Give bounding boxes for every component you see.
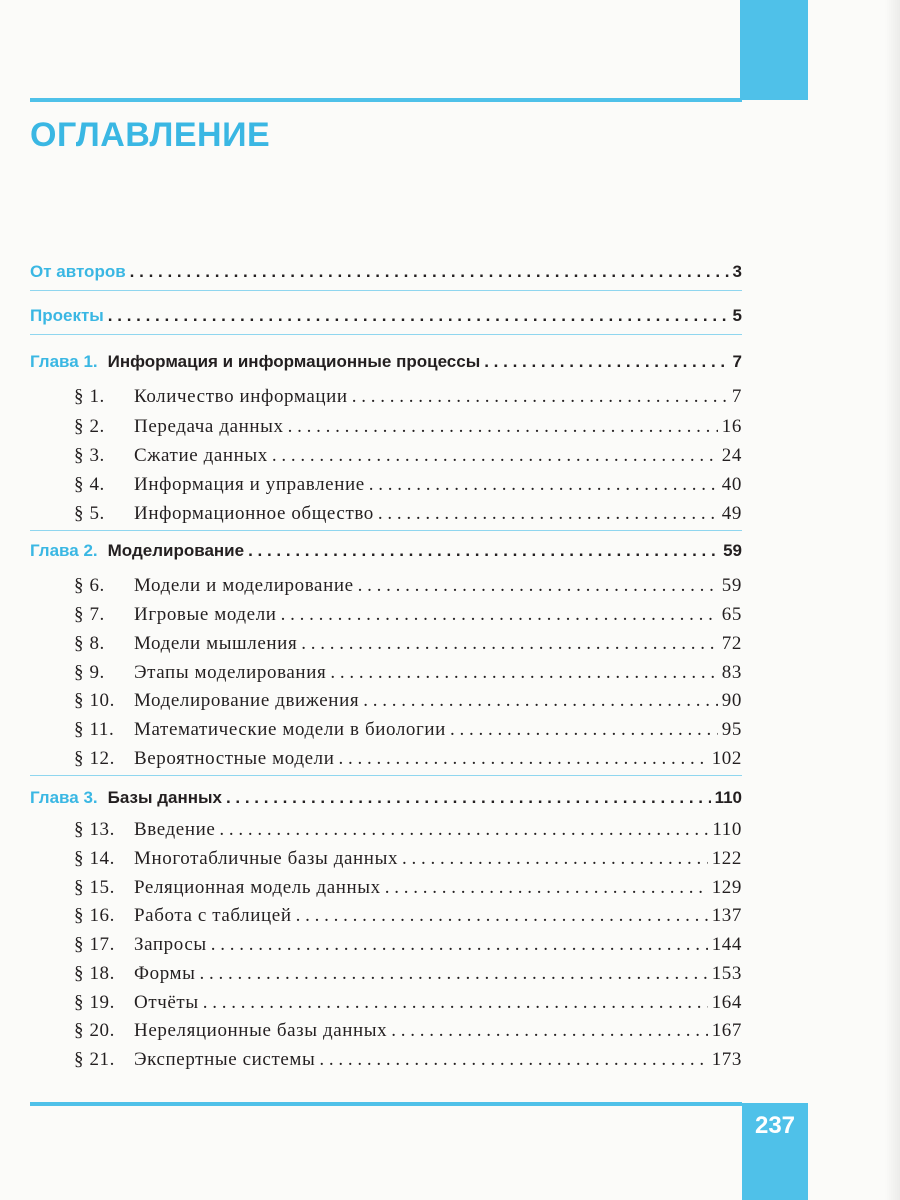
dot-leader: [272, 445, 718, 467]
section-page: 167: [711, 1020, 742, 1041]
page-title: ОГЛАВЛЕНИЕ: [30, 116, 271, 154]
dot-leader: [219, 819, 708, 841]
section-number: § 4.: [74, 474, 105, 495]
section-entry: [74, 877, 742, 905]
section-page: 144: [711, 934, 742, 955]
dot-leader: [281, 604, 718, 626]
section-number: § 15.: [74, 877, 115, 898]
dot-leader: [339, 748, 708, 770]
section-number: § 2.: [74, 416, 105, 437]
section-page: 110: [712, 819, 742, 840]
section-entry: [74, 575, 742, 603]
dot-leader: [402, 848, 708, 870]
section-title: Отчёты: [134, 992, 199, 1013]
toc-entry-authors: [30, 262, 742, 290]
section-entry: [74, 633, 742, 661]
section-entry: [74, 992, 742, 1020]
section-number: § 5.: [74, 503, 105, 524]
section-entry: [74, 474, 742, 502]
section-number: § 20.: [74, 1020, 115, 1041]
section-page: 173: [711, 1049, 742, 1070]
section-page: 137: [711, 905, 742, 926]
section-entry: [74, 662, 742, 690]
section-entry: [74, 1049, 742, 1077]
chapter-page: 110: [714, 788, 742, 807]
section-title: Сжатие данных: [134, 445, 268, 466]
chapter-page: 7: [732, 352, 742, 371]
dot-leader: [358, 575, 718, 597]
section-entry: [74, 690, 742, 718]
chapter-number: Глава 3.: [30, 788, 98, 807]
chapter-heading: [30, 541, 742, 569]
toc-entry-projects: [30, 306, 742, 334]
section-page: 16: [721, 416, 742, 437]
section-title: Работа с таблицей: [134, 905, 292, 926]
section-entry: [74, 386, 742, 414]
toc-entry-page: 3: [732, 262, 742, 281]
section-entry: [74, 848, 742, 876]
section-number: § 3.: [74, 445, 105, 466]
section-title: Запросы: [134, 934, 207, 955]
section-number: § 14.: [74, 848, 115, 869]
section-entry: [74, 1020, 742, 1048]
section-entry: [74, 445, 742, 473]
chapter-number: Глава 1.: [30, 352, 98, 371]
section-page: 72: [721, 633, 742, 654]
chapter-number: Глава 2.: [30, 541, 98, 560]
section-page: 49: [721, 503, 742, 524]
top-tab-marker: [740, 0, 808, 100]
dot-leader: [130, 262, 729, 282]
chapter-heading: [30, 788, 742, 816]
section-number: § 19.: [74, 992, 115, 1013]
section-number: § 10.: [74, 690, 115, 711]
dot-leader: [369, 474, 718, 496]
section-entry: [74, 934, 742, 962]
section-page: 90: [721, 690, 742, 711]
separator: [30, 290, 742, 291]
section-entry: [74, 604, 742, 632]
separator: [30, 334, 742, 335]
section-page: 40: [721, 474, 742, 495]
section-title: Передача данных: [134, 416, 284, 437]
dot-leader: [301, 633, 718, 655]
section-number: § 1.: [74, 386, 105, 407]
section-page: 164: [711, 992, 742, 1013]
separator: [30, 530, 742, 531]
chapter-heading: [30, 352, 742, 380]
section-number: § 6.: [74, 575, 105, 596]
page-number: 237: [754, 1112, 796, 1139]
section-title: Игровые модели: [134, 604, 277, 625]
separator: [30, 775, 742, 776]
section-title: Моделирование движения: [134, 690, 360, 711]
dot-leader: [363, 690, 718, 712]
section-title: Многотабличные базы данных: [134, 848, 399, 869]
section-number: § 16.: [74, 905, 115, 926]
section-page: 65: [721, 604, 742, 625]
section-page: 59: [721, 575, 742, 596]
dot-leader: [296, 905, 708, 927]
section-page: 83: [721, 662, 742, 683]
section-entry: [74, 963, 742, 991]
section-number: § 12.: [74, 748, 115, 769]
dot-leader: [203, 992, 708, 1014]
section-title: Формы: [134, 963, 196, 984]
chapter-title: Базы данных: [107, 788, 222, 807]
dot-leader: [319, 1049, 707, 1071]
section-number: § 17.: [74, 934, 115, 955]
section-entry: [74, 819, 742, 847]
section-title: Информационное общество: [134, 503, 374, 524]
dot-leader: [226, 788, 711, 808]
section-title: Информация и управление: [134, 474, 365, 495]
section-title: Вероятностные модели: [134, 748, 335, 769]
section-title: Модели мышления: [134, 633, 298, 654]
section-entry: [74, 416, 742, 444]
toc-entry-label: От авторов: [30, 262, 126, 281]
section-page: 122: [711, 848, 742, 869]
section-entry: [74, 719, 742, 747]
section-page: 24: [721, 445, 742, 466]
toc-entry-page: 5: [732, 306, 742, 325]
dot-leader: [385, 877, 708, 899]
section-number: § 18.: [74, 963, 115, 984]
dot-leader: [330, 662, 717, 684]
top-rule: [30, 98, 742, 102]
section-entry: [74, 503, 742, 531]
section-title: Количество информации: [134, 386, 348, 407]
section-number: § 9.: [74, 662, 105, 683]
section-number: § 7.: [74, 604, 105, 625]
section-page: 153: [711, 963, 742, 984]
section-number: § 13.: [74, 819, 115, 840]
section-title: Модели и моделирование: [134, 575, 354, 596]
section-entry: [74, 748, 742, 776]
section-page: 129: [711, 877, 742, 898]
chapter-title: Информация и информационные процессы: [107, 352, 481, 371]
page-edge-shadow: [885, 0, 900, 1200]
dot-leader: [248, 541, 719, 561]
bottom-rule: [30, 1102, 742, 1106]
section-number: § 11.: [74, 719, 115, 740]
dot-leader: [391, 1020, 707, 1042]
section-title: Экспертные системы: [134, 1049, 316, 1070]
section-title: Реляционная модель данных: [134, 877, 381, 898]
section-page: 102: [711, 748, 742, 769]
dot-leader: [352, 386, 728, 408]
section-entry: [74, 905, 742, 933]
dot-leader: [200, 963, 708, 985]
chapter-page: 59: [723, 541, 742, 560]
section-title: Нереляционные базы данных: [134, 1020, 388, 1041]
chapter-title: Моделирование: [107, 541, 245, 560]
dot-leader: [108, 306, 729, 326]
dot-leader: [288, 416, 718, 438]
section-title: Этапы моделирования: [134, 662, 327, 683]
dot-leader: [378, 503, 718, 525]
toc-entry-label: Проекты: [30, 306, 104, 325]
section-page: 7: [731, 386, 742, 407]
section-number: § 8.: [74, 633, 105, 654]
section-number: § 21.: [74, 1049, 115, 1070]
section-page: 95: [721, 719, 742, 740]
dot-leader: [211, 934, 708, 956]
section-title: Введение: [134, 819, 216, 840]
dot-leader: [450, 719, 718, 741]
section-title: Математические модели в биологии: [134, 719, 446, 740]
dot-leader: [484, 352, 728, 372]
